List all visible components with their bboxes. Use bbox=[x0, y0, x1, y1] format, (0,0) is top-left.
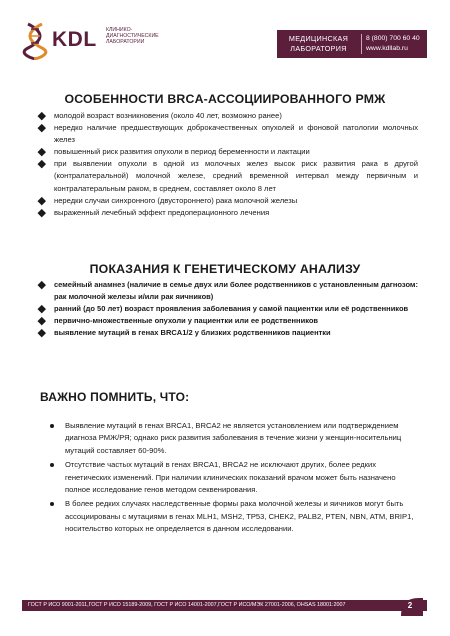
section-title-features: ОСОБЕННОСТИ BRCA-АССОЦИИРОВАННОГО РМЖ bbox=[64, 92, 386, 106]
list-item: выраженный лечебный эффект предоперационного лечения bbox=[38, 207, 418, 219]
list-item: молодой возраст возникновения (около 40 лет, возможно ранее) bbox=[38, 110, 418, 122]
diamond-bullet-icon bbox=[38, 197, 46, 205]
list-item: повышенный риск развития опухоли в период беременности и лактации bbox=[38, 146, 418, 158]
diamond-bullet-icon bbox=[38, 329, 46, 337]
diamond-bullet-icon bbox=[38, 160, 46, 168]
standards-footer: ГОСТ Р ИСО 9001-2011,ГОСТ Р ИСО 15189-2009, ГОСТ Р ИСО 14001-2007,ГОСТ Р ИСО/МЭК 27001-2006, OHSAS 18001:2007 bbox=[22, 600, 427, 611]
logo-subtitle: КЛИНИКО- ДИАГНОСТИЧЕСКИЕ ЛАБОРАТОРИИ bbox=[106, 27, 159, 46]
header-divider bbox=[361, 34, 362, 54]
list-item: нередко наличие предшествующих доброкачественных опухолей и фоновой патологии молочных желез bbox=[38, 122, 418, 146]
list-item: при выявлении опухоли в одной из молочных желез высок риск развития рака в другой (контралатеральной) молочной железе, средний временной интервал между первичным и контралатеральным раком, в среднем, составляет около 8 лет bbox=[38, 158, 418, 194]
diamond-bullet-icon bbox=[38, 317, 46, 325]
phone-number[interactable]: 8 (800) 700 60 40 bbox=[366, 35, 420, 42]
bullet-dot-icon bbox=[50, 463, 54, 467]
remember-list bbox=[48, 420, 418, 538]
list-item: В более редких случаях наследственные формы рака молочной железы и яичников могут быть ассоциированы с мутациями в генах MLH1, MSH2, TP53, CHEK2, PALB2, PTEN, NBN, ATM, BRIP1, носительство которых не определяется в данном исследовании. bbox=[48, 498, 418, 535]
website-link[interactable]: www.kdllab.ru bbox=[366, 45, 408, 52]
page-number: 2 bbox=[407, 601, 413, 610]
list-item: ранний (до 50 лет) возраст проявления заболевания у самой пациентки или её родственников bbox=[38, 303, 418, 315]
contact-info bbox=[366, 34, 420, 54]
diamond-bullet-icon bbox=[38, 148, 46, 156]
list-item: Выявление мутаций в генах BRCA1, BRCA2 не является установлением или подтверждением диагноза РМЖ/РЯ; однако риск развития заболевания в течение жизни у женщин-носительниц мутаций составляет 60-90%. bbox=[48, 420, 418, 457]
lab-label: МЕДИЦИНСКАЯ ЛАБОРАТОРИЯ bbox=[288, 34, 349, 53]
list-item: выявление мутаций в генах BRCA1/2 у близких родственников пациентки bbox=[38, 327, 418, 339]
header-contact-bar bbox=[277, 30, 427, 58]
diamond-bullet-icon bbox=[38, 281, 46, 289]
features-list bbox=[38, 110, 418, 219]
diamond-bullet-icon bbox=[38, 305, 46, 313]
list-item: Отсутствие частых мутаций в генах BRCA1, BRCA2 не исключают других, более редких генетических изменений. При наличии клинических показаний врачом может быть назначено полное исследование генов методом секвенирования. bbox=[48, 459, 418, 496]
indications-list bbox=[38, 279, 418, 339]
list-item: первично-множественные опухоли у пациентки или ее родственников bbox=[38, 315, 418, 327]
bullet-dot-icon bbox=[50, 502, 54, 506]
dna-helix-icon bbox=[22, 22, 50, 60]
diamond-bullet-icon bbox=[38, 124, 46, 132]
section-title-indications: ПОКАЗАНИЯ К ГЕНЕТИЧЕСКОМУ АНАЛИЗУ bbox=[89, 262, 361, 276]
list-item: семейный анамнез (наличие в семье двух или более родственников с установленным дагнозом: рак молочной железы и/или рак яичников) bbox=[38, 279, 418, 303]
bullet-dot-icon bbox=[50, 424, 54, 428]
section-title-remember: ВАЖНО ПОМНИТЬ, ЧТО: bbox=[40, 390, 190, 404]
diamond-bullet-icon bbox=[38, 209, 46, 217]
diamond-bullet-icon bbox=[38, 112, 46, 120]
page-header bbox=[0, 0, 450, 70]
page-number-badge bbox=[397, 596, 423, 616]
logo-wordmark: KDL bbox=[52, 28, 97, 51]
kdl-logo bbox=[22, 22, 212, 62]
list-item: нередки случаи синхронного (двустороннего) рака молочной железы bbox=[38, 195, 418, 207]
